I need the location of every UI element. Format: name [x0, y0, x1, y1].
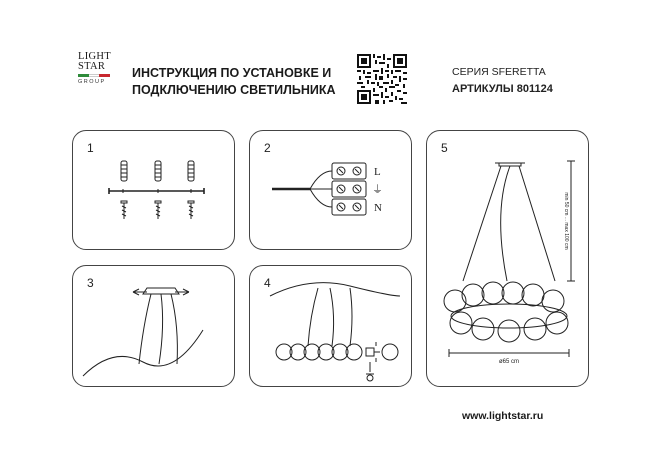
step-2-panel — [249, 130, 412, 250]
qr-code-icon — [357, 54, 407, 104]
suspension-cables — [463, 166, 555, 281]
step-5-number: 5 — [441, 141, 448, 155]
canopy — [143, 288, 179, 294]
socket-connector-icon — [366, 342, 380, 381]
ceiling-canopy — [495, 163, 525, 166]
assembled-chandelier-diagram — [427, 131, 590, 388]
article-number: АРТИКУЛЫ 801124 — [452, 83, 553, 95]
title-line-2: ПОДКЛЮЧЕНИЮ СВЕТИЛЬНИКА — [132, 83, 336, 97]
step-3-panel — [72, 265, 235, 387]
screw-icon — [188, 201, 194, 219]
website-link[interactable]: www.lightstar.ru — [462, 410, 544, 422]
terminal-block-icon — [332, 163, 366, 215]
step-4-panel — [249, 265, 412, 387]
screw-icon — [121, 201, 127, 219]
wall-anchor-icon — [155, 161, 161, 181]
wall-anchor-icon — [188, 161, 194, 181]
document-title — [132, 65, 352, 99]
wall-anchor-icon — [121, 161, 127, 181]
globe-ring — [444, 282, 568, 342]
wire-l — [310, 171, 332, 189]
step-2-number: 2 — [264, 141, 271, 155]
wiring-diagram — [250, 131, 413, 251]
suspension-cable-left — [139, 294, 151, 364]
brand-logo — [78, 52, 114, 104]
cable-right — [350, 288, 352, 346]
power-cord — [83, 330, 203, 376]
suspension-cable-mid — [159, 294, 163, 364]
cable-left — [308, 288, 318, 346]
height-range-label: min 50 cm ... max 100 cm — [563, 192, 569, 250]
logo-text-light: LIGHT — [78, 51, 111, 62]
logo-text-group: GROUP — [78, 79, 106, 85]
screw-icon — [155, 201, 161, 219]
series-label: СЕРИЯ SFERETTA — [452, 66, 546, 78]
cable-mid — [330, 288, 334, 346]
ceiling-cord — [270, 283, 400, 296]
bulb-connection-diagram — [250, 266, 413, 388]
label-l: L — [374, 166, 381, 178]
wire-n — [310, 189, 332, 207]
step-1-panel — [72, 130, 235, 250]
step-4-number: 4 — [264, 276, 271, 290]
diameter-label: ø65 cm — [498, 359, 520, 365]
step-5-panel — [426, 130, 589, 387]
canopy-installation-diagram — [73, 266, 236, 388]
title-line-1: ИНСТРУКЦИЯ ПО УСТАНОВКЕ И — [132, 66, 332, 80]
ground-icon: ⏚ — [372, 184, 383, 196]
italian-flag-icon — [78, 74, 110, 77]
mounting-bracket-diagram — [73, 131, 236, 251]
step-3-number: 3 — [87, 276, 94, 290]
logo-text-star: STAR — [78, 61, 106, 72]
suspension-cable-right — [171, 294, 177, 364]
step-1-number: 1 — [87, 141, 94, 155]
diameter-dimension-line — [449, 349, 569, 357]
label-n: N — [374, 202, 382, 214]
